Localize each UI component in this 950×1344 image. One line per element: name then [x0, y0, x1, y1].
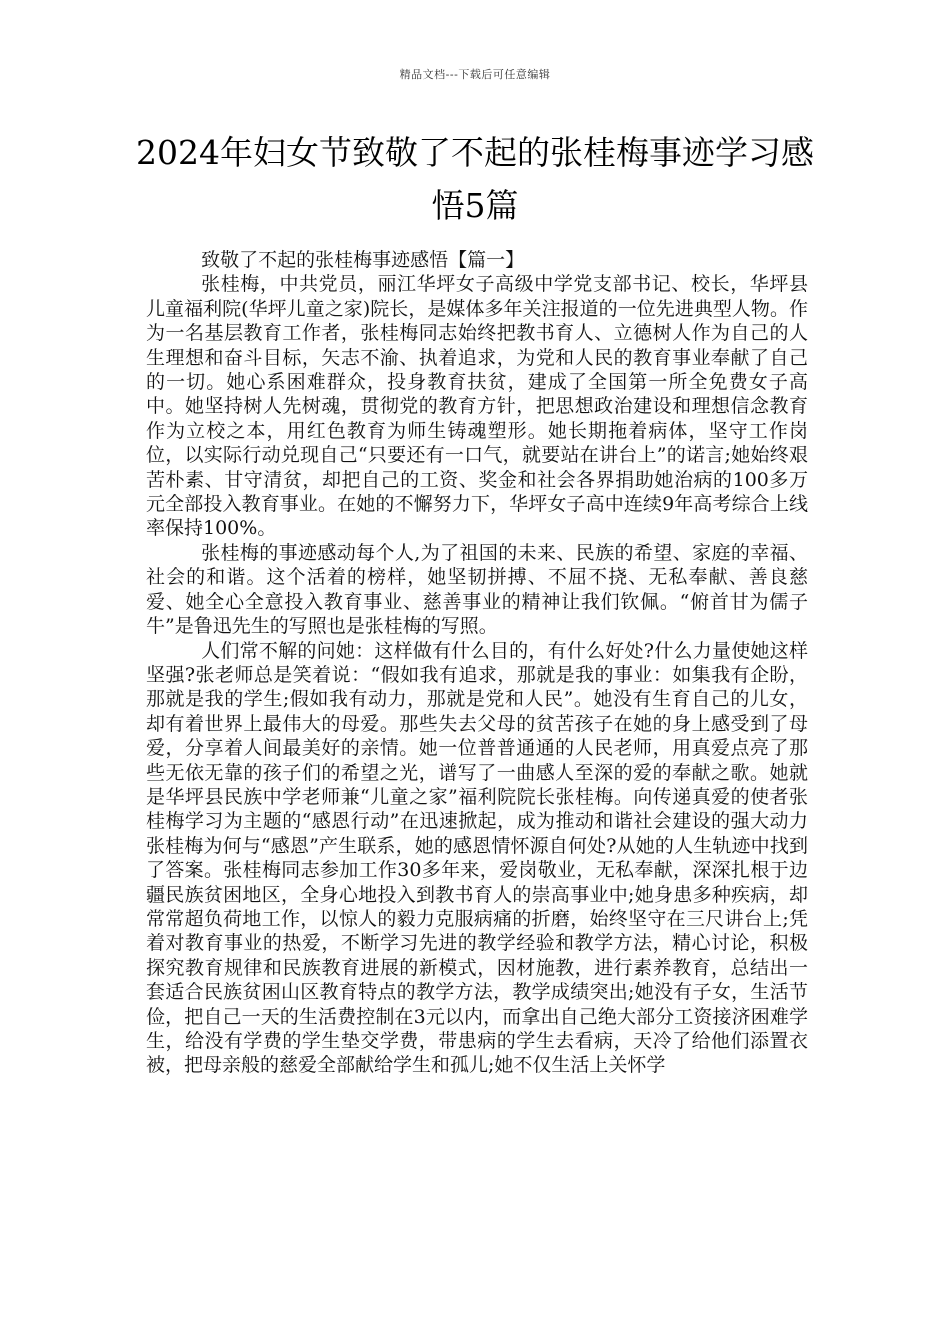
document-body	[146, 248, 808, 1078]
paragraph: 人们常不解的问她：这样做有什么目的，有什么好处?什么力量使她这样坚强?张老师总是笑着说：“假如我有追求，那就是我的事业：如集我有企盼，那就是我的学生;假如我有动力，那就是党和人民”。她没有生育自己的儿女，却有着世界上最伟大的母爱。那些失去父母的贫苦孩子在她的身上感受到了母爱，分享着人间最美好的亲情。她一位普普通通的人民老师，用真爱点亮了那些无依无靠的孩子们的希望之光，谱写了一曲感人至深的爱的奉献之歌。她就是华坪县民族中学老师兼“儿童之家”福利院院长张桂梅。向传递真爱的使者张桂梅学习为主题的“感恩行动”在迅速掀起，成为推动和谐社会建设的强大动力张桂梅为何与“感恩”产生联系，她的感恩情怀源自何处?从她的人生轨迹中找到了答案。张桂梅同志参加工作30多年来，爱岗敬业，无私奉献，深深扎根于边疆民族贫困地区，全身心地投入到教书育人的崇高事业中;她身患多种疾病，却常常超负荷地工作，以惊人的毅力克服病痛的折磨，始终坚守在三尺讲台上;凭着对教育事业的热爱，不断学习先进的教学经验和教学方法，精心讨论，积极探究教育规律和民族教育进展的新模式，因材施教，进行素养教育，总结出一套适合民族贫困山区教育特点的教学方法，教学成绩突出;她没有子女，生活节俭，把自己一天的生活费控制在3元以内，而拿出自己绝大部分工资接济困难学生，给没有学费的学生垫交学费，带患病的学生去看病，天冷了给他们添置衣被，把母亲般的慈爱全部献给学生和孤儿;她不仅生活上关怀学	[146, 639, 808, 1077]
document-title: 2024年妇女节致敬了不起的张桂梅事迹学习感悟5篇	[136, 133, 814, 225]
paragraph: 张桂梅，中共党员，丽江华坪女子高级中学党支部书记、校长，华坪县儿童福利院(华坪儿童之家)院长，是媒体多年关注报道的一位先进典型人物。作为一名基层教育工作者，张桂梅同志始终把教书育人、立德树人作为自己的人生理想和奋斗目标，矢志不渝、执着追求，为党和人民的教育事业奉献了自己的一切。她心系困难群众，投身教育扶贫，建成了全国第一所全免费女子高中。她坚持树人先树魂，贯彻党的教育方针，把思想政治建设和理想信念教育作为立校之本，用红色教育为师生铸魂塑形。她长期拖着病体，坚守工作岗位，以实际行动兑现自己“只要还有一口气，就要站在讲台上”的诺言;她始终艰苦朴素、甘守清贫，却把自己的工资、奖金和社会各界捐助她治病的100多万元全部投入教育事业。在她的不懈努力下，华坪女子高中连续9年高考综合上线率保持100%。	[146, 273, 808, 540]
paragraph: 张桂梅的事迹感动每个人,为了祖国的未来、民族的希望、家庭的幸福、社会的和谐。这个活着的榜样，她坚韧拼搏、不屈不挠、无私奉献、善良慈爱、她全心全意投入教育事业、慈善事业的精神让我们钦佩。“俯首甘为儒子牛”是鲁迅先生的写照也是张桂梅的写照。	[146, 541, 808, 638]
header-note: 精品文档---下载后可任意编辑	[399, 68, 551, 81]
section-heading: 致敬了不起的张桂梅事迹感悟【篇一】	[201, 249, 525, 271]
